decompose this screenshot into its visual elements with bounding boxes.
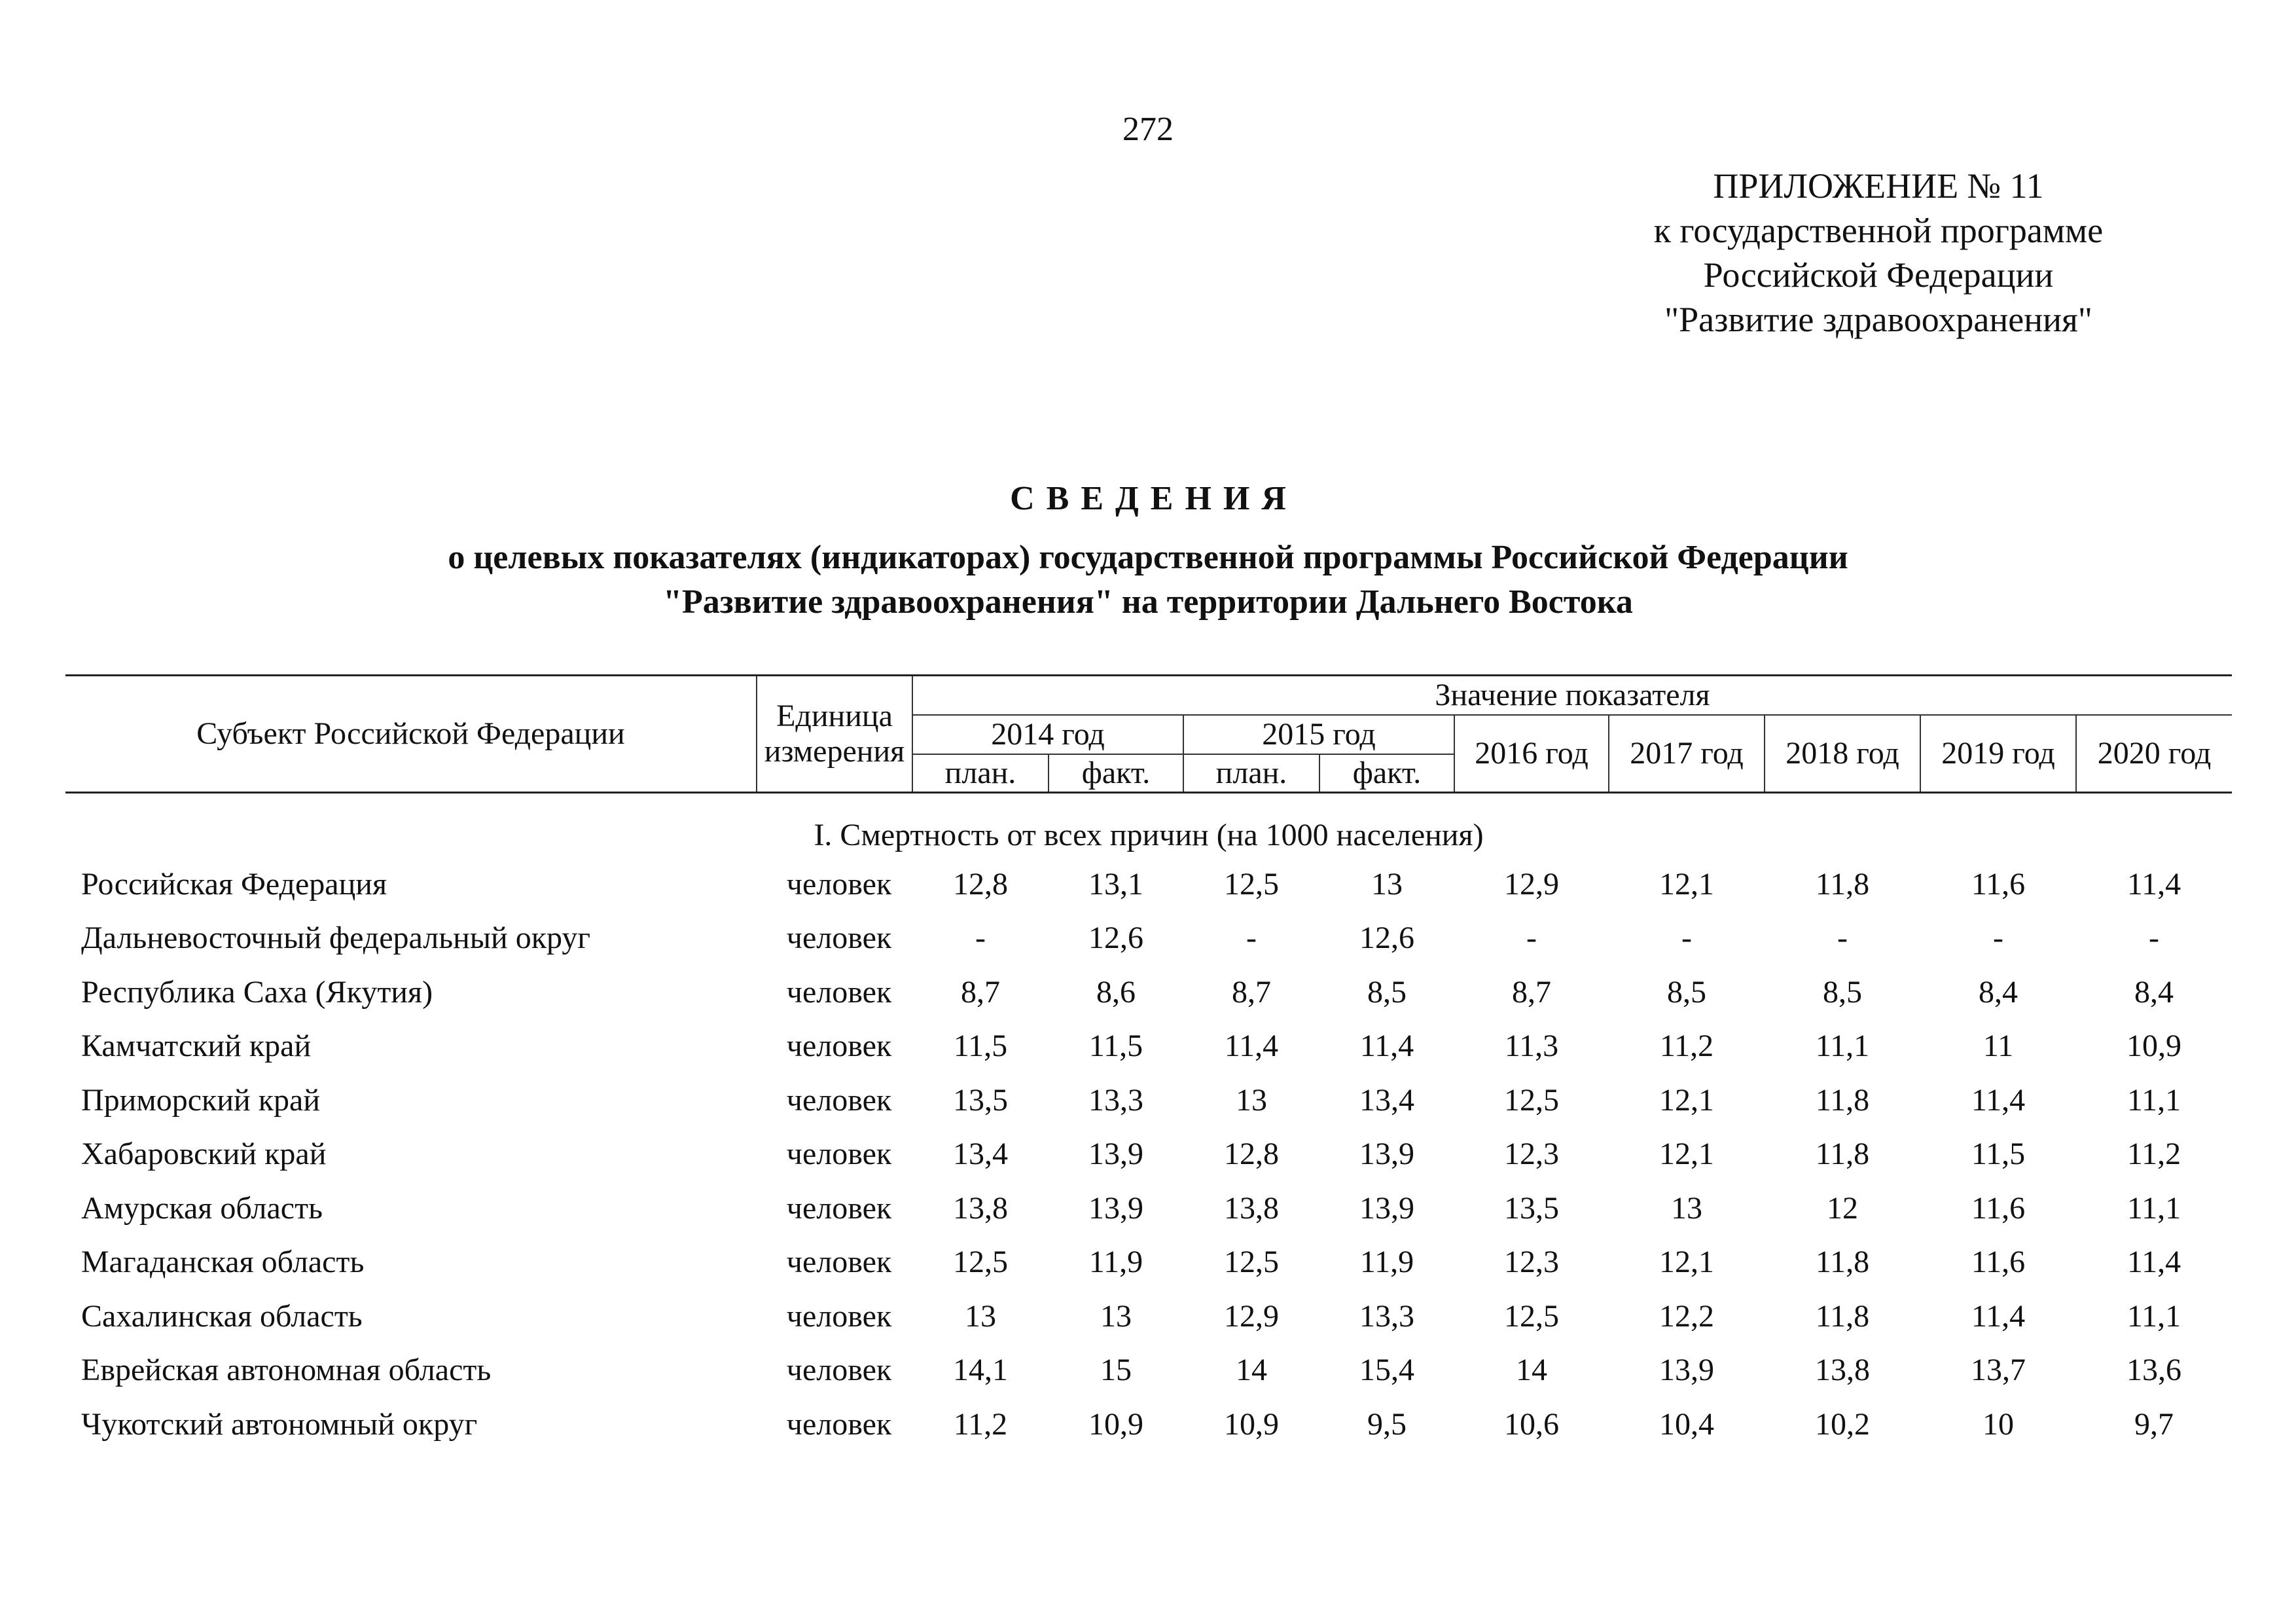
row-subject: Хабаровский край — [81, 1137, 327, 1172]
row-subject: Камчатский край — [81, 1029, 312, 1064]
row-value: 11,8 — [1815, 1298, 1870, 1334]
row-value: 10,2 — [1815, 1406, 1870, 1442]
row-value: 13,4 — [1359, 1082, 1414, 1118]
row-value: 12,1 — [1659, 866, 1714, 902]
row-value: - — [2149, 921, 2159, 956]
row-value: 13,5 — [1504, 1190, 1559, 1226]
row-value: 10,4 — [1659, 1406, 1714, 1442]
row-value: 11,4 — [1224, 1029, 1279, 1064]
row-value: - — [1681, 921, 1692, 956]
row-unit: человек — [786, 1029, 892, 1064]
table-row — [65, 911, 2232, 966]
appendix-block — [1590, 164, 2166, 342]
row-unit: человек — [786, 1190, 892, 1226]
row-value: 11,6 — [1971, 866, 2026, 902]
row-unit: человек — [786, 1298, 892, 1334]
row-value: 11,2 — [953, 1406, 1008, 1442]
row-value: 11,1 — [2126, 1190, 2181, 1226]
row-value: 12,9 — [1504, 866, 1559, 902]
table-row — [65, 1127, 2232, 1182]
header-value: Значение показателя — [912, 676, 2232, 716]
row-unit: человек — [786, 866, 892, 902]
row-value: 13 — [965, 1298, 996, 1334]
row-value: 10,9 — [1224, 1406, 1279, 1442]
row-value: 13,6 — [2126, 1353, 2181, 1388]
document-heading — [0, 477, 2296, 625]
row-unit: человек — [786, 921, 892, 956]
table-row — [65, 1343, 2232, 1398]
row-value: 11,3 — [1504, 1029, 1559, 1064]
row-value: 11,4 — [1359, 1029, 1414, 1064]
table-row — [65, 1073, 2232, 1127]
section-title: I. Смертность от всех причин (на 1000 населения) — [814, 818, 1484, 852]
row-value: 12,5 — [953, 1245, 1008, 1280]
table-row — [65, 857, 2232, 911]
row-unit: человек — [786, 1137, 892, 1172]
heading-main: СВЕДЕНИЯ — [1010, 480, 1298, 517]
header-year-2015: 2015 год — [1183, 715, 1454, 754]
table-row — [65, 965, 2232, 1019]
row-value: 11,8 — [1815, 866, 1870, 902]
row-value: 13,4 — [953, 1137, 1008, 1172]
row-value: 13,8 — [1815, 1353, 1870, 1388]
row-value: 8,7 — [961, 974, 1000, 1010]
row-value: 11,8 — [1815, 1245, 1870, 1280]
row-value: 12,5 — [1504, 1082, 1559, 1118]
row-subject: Сахалинская область — [81, 1298, 363, 1334]
row-value: 12,3 — [1504, 1245, 1559, 1280]
row-value: 8,4 — [1979, 974, 2018, 1010]
row-value: 11,9 — [1088, 1245, 1143, 1280]
row-value: 13,9 — [1359, 1190, 1414, 1226]
row-value: 10,9 — [1088, 1406, 1143, 1442]
row-value: 8,4 — [2134, 974, 2174, 1010]
indicators-table — [65, 674, 2232, 1451]
appendix-title: ПРИЛОЖЕНИЕ № 11 — [1713, 166, 2044, 206]
row-value: 13 — [1671, 1190, 1702, 1226]
row-value: 13,3 — [1088, 1082, 1143, 1118]
row-value: 8,5 — [1367, 974, 1407, 1010]
row-value: 13,9 — [1359, 1137, 1414, 1172]
header-subject: Субъект Российской Федерации — [65, 676, 757, 793]
row-unit: человек — [786, 1245, 892, 1280]
row-value: 13,3 — [1359, 1298, 1414, 1334]
row-value: 12,1 — [1659, 1245, 1714, 1280]
appendix-line: к государственной программе — [1653, 211, 2104, 250]
header-year-2016: 2016 год — [1454, 715, 1609, 793]
row-value: 9,5 — [1367, 1406, 1407, 1442]
row-value: 13,5 — [953, 1082, 1008, 1118]
table-row — [65, 1289, 2232, 1343]
row-value: 12,5 — [1224, 1245, 1279, 1280]
row-value: 13,8 — [1224, 1190, 1279, 1226]
row-value: 10,9 — [2126, 1029, 2181, 1064]
row-value: 14,1 — [953, 1353, 1008, 1388]
table-body — [65, 857, 2232, 1451]
row-value: 13,9 — [1659, 1353, 1714, 1388]
row-subject: Дальневосточный федеральный округ — [81, 921, 591, 956]
row-value: 8,5 — [1823, 974, 1862, 1010]
row-value: 13 — [1371, 866, 1403, 902]
row-value: 11,9 — [1359, 1245, 1414, 1280]
header-fact-2014: факт. — [1049, 754, 1183, 793]
row-value: - — [1837, 921, 1848, 956]
row-value: 11,4 — [1971, 1082, 2026, 1118]
row-subject: Приморский край — [81, 1082, 321, 1118]
row-value: 11,5 — [1088, 1029, 1143, 1064]
row-value: - — [1526, 921, 1537, 956]
row-subject: Амурская область — [81, 1190, 323, 1226]
row-value: - — [1246, 921, 1257, 956]
row-value: 9,7 — [2134, 1406, 2174, 1442]
row-value: 11,2 — [1659, 1029, 1714, 1064]
header-unit — [757, 676, 912, 793]
row-value: 12,3 — [1504, 1137, 1559, 1172]
row-subject: Еврейская автономная область — [81, 1353, 492, 1388]
heading-subtitle: "Развитие здравоохранения" на территории Дальнего Востока — [663, 583, 1633, 621]
row-value: 10,6 — [1504, 1406, 1559, 1442]
row-unit: человек — [786, 1353, 892, 1388]
row-value: 8,7 — [1232, 974, 1271, 1010]
row-unit: человек — [786, 1406, 892, 1442]
row-value: 13 — [1100, 1298, 1132, 1334]
row-value: 11,2 — [2126, 1137, 2181, 1172]
appendix-line: Российской Федерации — [1703, 255, 2054, 295]
row-value: 12,9 — [1224, 1298, 1279, 1334]
row-value: 14 — [1236, 1353, 1267, 1388]
row-value: 12,8 — [953, 866, 1008, 902]
header-plan-2014: план. — [912, 754, 1049, 793]
row-subject: Магаданская область — [81, 1245, 365, 1280]
table-row — [65, 1235, 2232, 1290]
page-number: 272 — [1122, 111, 1174, 148]
header-year-2018: 2018 год — [1765, 715, 1920, 793]
row-value: 13,8 — [953, 1190, 1008, 1226]
row-value: 11,4 — [2126, 866, 2181, 902]
row-value: 8,7 — [1512, 974, 1551, 1010]
row-value: 15 — [1100, 1353, 1132, 1388]
row-value: 12,6 — [1088, 921, 1143, 956]
row-subject: Чукотский автономный округ — [81, 1406, 478, 1442]
row-value: 12,1 — [1659, 1082, 1714, 1118]
row-subject: Российская Федерация — [81, 866, 387, 902]
row-subject: Республика Саха (Якутия) — [81, 974, 433, 1010]
row-value: 12,5 — [1224, 866, 1279, 902]
heading-subtitle: о целевых показателях (индикаторах) государственной программы Российской Федерации — [448, 539, 1848, 576]
row-value: 12,6 — [1359, 921, 1414, 956]
row-value: 15,4 — [1359, 1353, 1414, 1388]
row-value: 13,7 — [1971, 1353, 2026, 1388]
row-value: 11,1 — [1815, 1029, 1870, 1064]
row-value: 11,4 — [2126, 1245, 2181, 1280]
appendix-line: "Развитие здравоохранения" — [1664, 300, 2092, 339]
row-value: 11,5 — [953, 1029, 1008, 1064]
header-year-2014: 2014 год — [912, 715, 1183, 754]
table-row — [65, 1019, 2232, 1074]
row-value: - — [1993, 921, 2003, 956]
row-value: 11,6 — [1971, 1190, 2026, 1226]
row-value: 8,6 — [1096, 974, 1136, 1010]
row-value: - — [975, 921, 986, 956]
row-value: 12,2 — [1659, 1298, 1714, 1334]
row-value: 8,5 — [1667, 974, 1706, 1010]
row-value: 14 — [1516, 1353, 1547, 1388]
header-year-2019: 2019 год — [1920, 715, 2076, 793]
row-value: 11 — [1982, 1029, 2014, 1064]
header-unit-line: Единица — [776, 699, 893, 733]
row-unit: человек — [786, 974, 892, 1010]
table-row — [65, 1397, 2232, 1451]
row-value: 11,1 — [2126, 1082, 2181, 1118]
row-value: 11,4 — [1971, 1298, 2026, 1334]
row-value: 13,9 — [1088, 1137, 1143, 1172]
row-value: 10 — [1982, 1406, 2014, 1442]
header-unit-line: измерения — [764, 734, 905, 769]
row-value: 12,5 — [1504, 1298, 1559, 1334]
row-value: 11,8 — [1815, 1137, 1870, 1172]
row-value: 13,1 — [1088, 866, 1143, 902]
header-fact-2015: факт. — [1319, 754, 1454, 793]
row-value: 13,9 — [1088, 1190, 1143, 1226]
row-value: 11,1 — [2126, 1298, 2181, 1334]
table-row — [65, 1181, 2232, 1235]
header-year-2017: 2017 год — [1609, 715, 1765, 793]
header-plan-2015: план. — [1183, 754, 1319, 793]
row-value: 11,5 — [1971, 1137, 2026, 1172]
row-value: 11,8 — [1815, 1082, 1870, 1118]
row-value: 12,8 — [1224, 1137, 1279, 1172]
row-value: 11,6 — [1971, 1245, 2026, 1280]
row-value: 12,1 — [1659, 1137, 1714, 1172]
row-unit: человек — [786, 1082, 892, 1118]
row-value: 12 — [1827, 1190, 1858, 1226]
header-year-2020: 2020 год — [2076, 715, 2232, 793]
row-value: 13 — [1236, 1082, 1267, 1118]
